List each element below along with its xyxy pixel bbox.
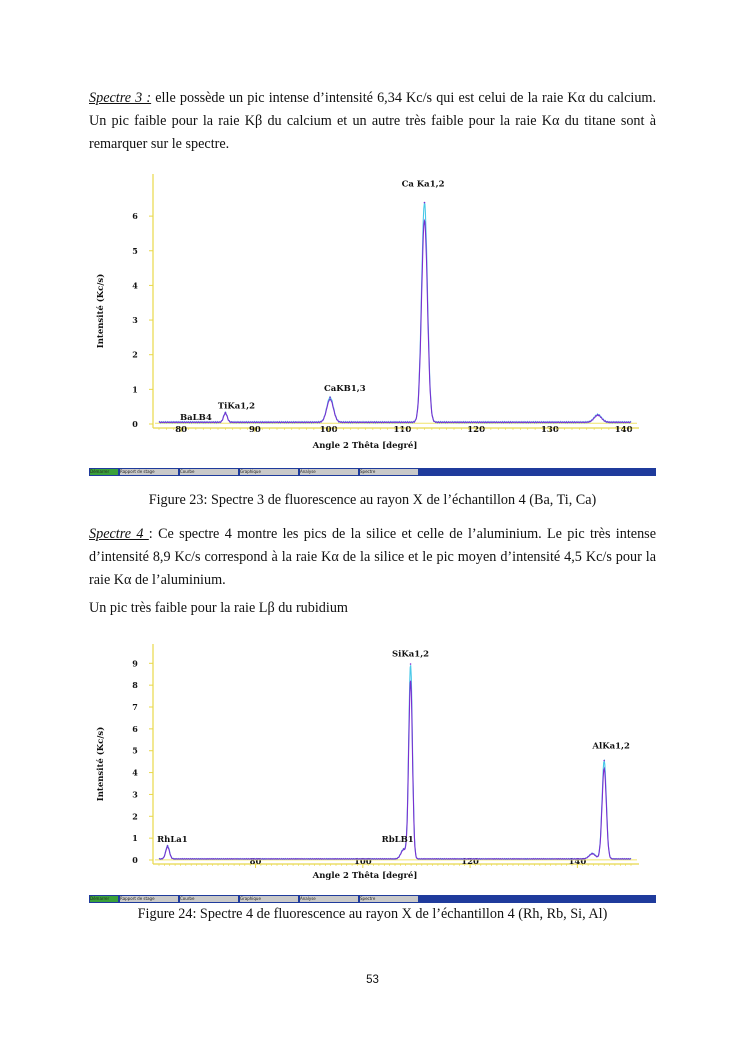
taskbar-item: Graphique <box>240 896 298 902</box>
x-tick-label: 100 <box>319 425 338 435</box>
taskbar-item: Courbe <box>180 896 238 902</box>
peak-point <box>167 845 169 847</box>
y-tick-label: 8 <box>132 680 138 691</box>
peak-point <box>403 848 405 850</box>
peak-annotation: TiKa1,2 <box>217 401 256 412</box>
taskbar-item: Démarrer <box>90 469 118 475</box>
y-tick-label: 5 <box>132 245 138 256</box>
taskbar-item: Courbe <box>180 469 238 475</box>
paragraph-spectre3 <box>89 87 656 156</box>
peak-annotation: RhLa1 <box>157 835 188 846</box>
taskbar-item: Graphique <box>240 469 298 475</box>
y-tick-label: 3 <box>132 789 138 800</box>
y-tick-label: 0 <box>132 855 138 865</box>
x-tick-label: 140 <box>614 425 633 435</box>
y-tick-label: 5 <box>132 745 138 756</box>
peak-point <box>592 853 594 855</box>
x-tick-label: 90 <box>248 425 261 435</box>
spectrum-series-purple <box>159 221 631 423</box>
spectre3-label: Spectre 3 : <box>89 90 152 106</box>
peak-point <box>424 202 426 204</box>
peak-point <box>597 414 599 416</box>
y-axis-title: Intensité (Kc/s) <box>96 726 106 802</box>
taskbar-item: Démarrer <box>90 896 118 902</box>
peak-annotation: SiKa1,2 <box>392 649 430 660</box>
y-tick-label: 1 <box>132 833 138 844</box>
taskbar-item: Rapport de stage <box>120 896 178 902</box>
spectre4-text: : Ce spectre 4 montre les pics de la silice et celle de l’aluminium. Le pic très intense d’intensité 8,9 Kc/s correspond à la raie Kα de la silice et le pic moyen d’intensité 4,5 Kc/s pour la raie Kα de l’aluminium. <box>89 526 656 588</box>
peak-annotation: AlKa1,2 <box>592 741 630 752</box>
x-tick-label: 120 <box>467 425 485 435</box>
taskbar-item: Rapport de stage <box>120 469 178 475</box>
peak-point <box>603 760 605 762</box>
spectrum-series-purple <box>159 681 631 859</box>
peak-annotation: RbLB1 <box>381 835 414 846</box>
y-tick-label: 6 <box>132 211 138 222</box>
taskbar-item: Analyse <box>300 469 358 475</box>
y-tick-label: 6 <box>132 723 138 734</box>
peak-annotation: CaKB1,3 <box>324 384 366 395</box>
x-tick-label: 80 <box>175 425 188 435</box>
figure24-caption: Figure 24: Spectre 4 de fluorescence au rayon X de l’échantillon 4 (Rh, Rb, Si, Al) <box>137 906 608 922</box>
taskbar-strip-2 <box>89 895 656 903</box>
rubidium-paragraph: Un pic très faible pour la raie Lβ du rubidium <box>89 600 348 616</box>
y-tick-label: 3 <box>132 315 138 326</box>
figure23-caption: Figure 23: Spectre 3 de fluorescence au rayon X de l’échantillon 4 (Ba, Ti, Ca) <box>148 492 597 508</box>
y-tick-label: 4 <box>132 767 138 778</box>
x-tick-label: 120 <box>461 857 479 867</box>
spectre3-chart <box>89 170 656 464</box>
y-tick-label: 7 <box>132 702 138 713</box>
spectrum-series-cyan <box>159 203 631 423</box>
peak-point <box>225 412 227 414</box>
y-tick-label: 9 <box>132 658 138 669</box>
y-tick-label: 2 <box>132 811 138 822</box>
x-tick-label: 130 <box>541 425 559 435</box>
x-tick-label: 100 <box>353 857 372 867</box>
y-tick-label: 1 <box>132 384 138 395</box>
page-number: 53 <box>366 974 379 986</box>
y-tick-label: 4 <box>132 280 138 291</box>
paragraph-spectre4 <box>89 523 656 592</box>
x-axis-title: Angle 2 Thêta [degré] <box>312 871 418 881</box>
taskbar-strip-1 <box>89 468 656 476</box>
taskbar-item: Spectre <box>360 896 418 902</box>
spectre4-chart <box>89 640 656 892</box>
x-tick-label: 110 <box>393 425 412 435</box>
y-tick-label: 0 <box>132 419 138 429</box>
spectre4-label: Spectre 4 <box>89 526 149 542</box>
peak-point <box>410 663 412 665</box>
x-axis-title: Angle 2 Thêta [degré] <box>312 441 418 451</box>
spectre3-text: elle possède un pic intense d’intensité 6,34 Kc/s qui est celui de la raie Kα du calcium. Un pic faible pour la raie Kβ du calcium et un autre très faible pour la raie Kα du titane sont à remarquer sur le spectre. <box>89 90 656 152</box>
x-tick-label: 140 <box>568 857 587 867</box>
spectrum-series-cyan <box>159 665 631 859</box>
taskbar-item: Analyse <box>300 896 358 902</box>
peak-annotation: BaLB4 <box>179 412 212 423</box>
peak-point <box>329 397 331 399</box>
peak-annotation: Ca Ka1,2 <box>401 179 445 190</box>
y-axis-title: Intensité (Kc/s) <box>96 273 106 349</box>
x-tick-label: 80 <box>249 857 262 867</box>
taskbar-item: Spectre <box>360 469 418 475</box>
y-tick-label: 2 <box>132 349 138 360</box>
